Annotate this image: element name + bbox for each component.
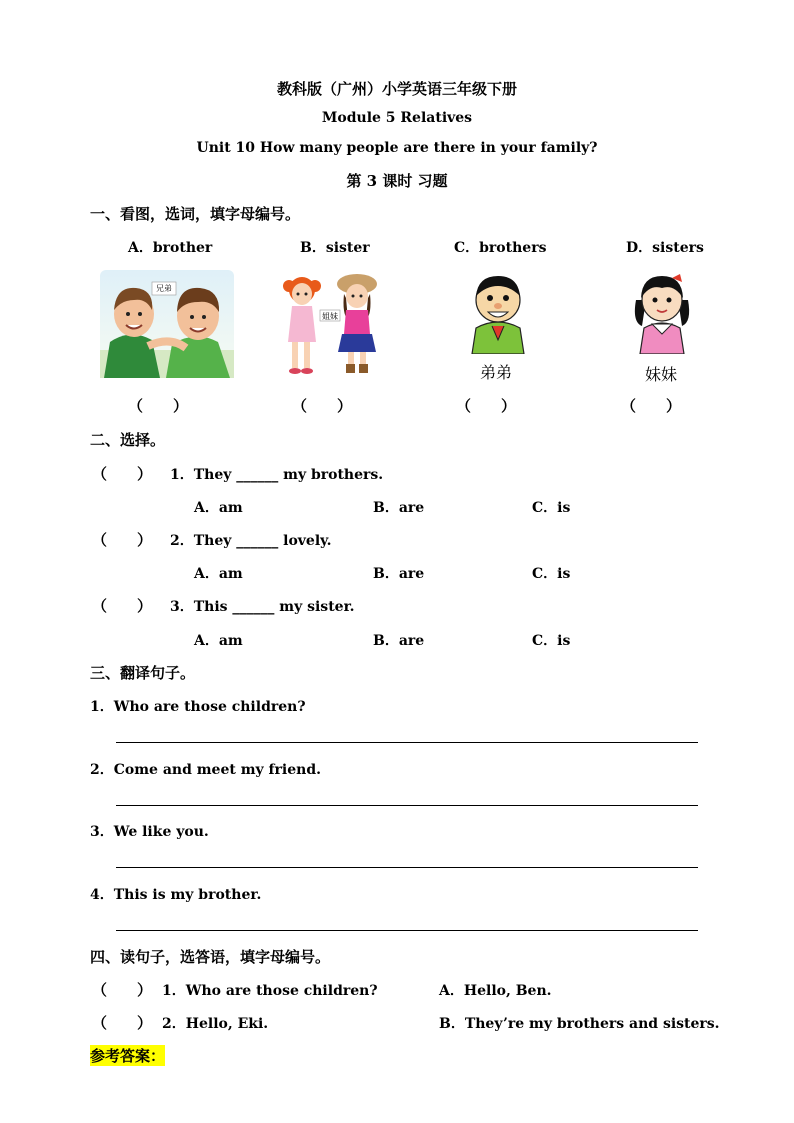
- option-b: B．sister: [300, 240, 370, 256]
- sisters-picture: [280, 270, 384, 378]
- q2-choice-a: A．am: [194, 566, 243, 582]
- q2-choice-b: B．are: [373, 566, 425, 582]
- translate-sentence-2: 2．Come and meet my friend.: [90, 762, 321, 778]
- boy-label: 弟弟: [480, 363, 513, 382]
- q3-answer-blank[interactable]: （ ）: [92, 597, 153, 615]
- answer-line-4[interactable]: [116, 930, 698, 931]
- option-c: C．brothers: [454, 240, 547, 256]
- girl-icon: [632, 270, 692, 354]
- brothers-label: 兄弟: [156, 284, 172, 293]
- q1-text: 1．They ______ my brothers.: [170, 467, 384, 483]
- match-1-text: 1．Who are those children?: [162, 983, 378, 999]
- boy-icon: [466, 270, 530, 354]
- match-2-answer-blank[interactable]: （ ）: [92, 1014, 153, 1032]
- match-2-text: 2．Hello, Eki.: [162, 1016, 269, 1032]
- q1-choice-c: C．is: [532, 500, 571, 516]
- sisters-label: 姐妹: [322, 312, 338, 321]
- option-d: D．sisters: [626, 240, 704, 256]
- unit-title: Unit 10 How many people are there in your family?: [196, 140, 598, 156]
- answer-line-2[interactable]: [116, 805, 698, 806]
- translate-sentence-4: 4．This is my brother.: [90, 887, 262, 903]
- answer-line-3[interactable]: [116, 867, 698, 868]
- translate-sentence-3: 3．We like you.: [90, 824, 209, 840]
- section3-heading: 三、翻译句子。: [90, 664, 196, 682]
- option-a: A．brother: [128, 240, 213, 256]
- brothers-picture: [100, 270, 234, 378]
- section2-heading: 二、选择。: [90, 431, 166, 449]
- q2-answer-blank[interactable]: （ ）: [92, 531, 153, 549]
- q2-choice-c: C．is: [532, 566, 571, 582]
- answer-blank-4[interactable]: （ ）: [621, 397, 682, 415]
- q1-choice-a: A．am: [194, 500, 243, 516]
- girl-label: 妹妹: [645, 365, 678, 384]
- q3-choice-c: C．is: [532, 633, 571, 649]
- q2-text: 2．They ______ lovely.: [170, 533, 332, 549]
- sisters-icon: [280, 270, 384, 378]
- match-1-answer-blank[interactable]: （ ）: [92, 981, 153, 999]
- section4-heading: 四、读句子，选答语，填字母编号。: [90, 948, 331, 966]
- q3-choice-b: B．are: [373, 633, 425, 649]
- match-answer-b: B．They’re my brothers and sisters.: [439, 1016, 720, 1032]
- answer-key-label: 参考答案：: [90, 1047, 166, 1065]
- girl-picture: [632, 270, 692, 354]
- match-answer-a: A．Hello, Ben.: [439, 983, 552, 999]
- boy-picture: [466, 270, 530, 354]
- q1-choice-b: B．are: [373, 500, 425, 516]
- q3-text: 3．This ______ my sister.: [170, 599, 355, 615]
- translate-sentence-1: 1．Who are those children?: [90, 699, 306, 715]
- q3-choice-a: A．am: [194, 633, 243, 649]
- q1-answer-blank[interactable]: （ ）: [92, 465, 153, 483]
- module-title: Module 5 Relatives: [321, 110, 473, 126]
- section1-heading: 一、看图，选词，填字母编号。: [90, 205, 301, 223]
- answer-line-1[interactable]: [116, 742, 698, 743]
- answer-blank-3[interactable]: （ ）: [456, 397, 517, 415]
- answer-blank-2[interactable]: （ ）: [292, 397, 353, 415]
- answer-blank-1[interactable]: （ ）: [128, 397, 189, 415]
- document-title: 教科版（广州）小学英语三年级下册: [276, 80, 517, 98]
- lesson-title: 第 3 课时 习题: [346, 172, 448, 190]
